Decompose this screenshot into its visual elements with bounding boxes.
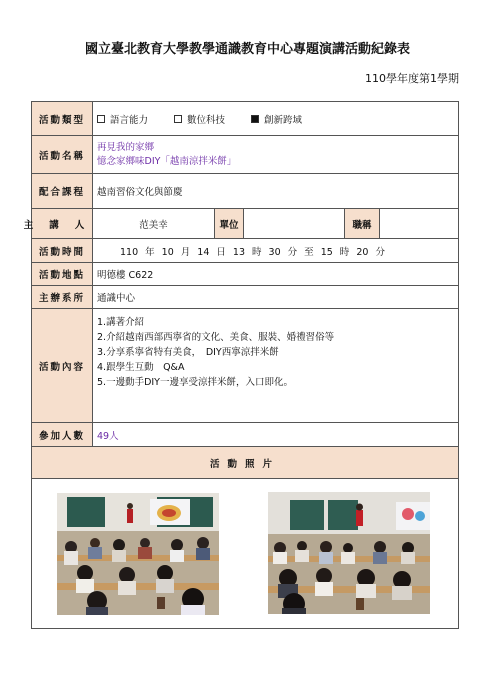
row-activity-type — [32, 102, 458, 136]
content-item: 1.講著介紹 — [97, 317, 145, 328]
row-content — [32, 309, 458, 423]
label-attendance: 參加人數 — [32, 423, 93, 446]
activity-photo-2 — [268, 492, 430, 614]
term-label: 110學年度第1學期 — [365, 72, 459, 85]
checkbox-icon[interactable] — [97, 115, 105, 123]
course-value: 越南習俗文化與節慶 — [97, 187, 183, 198]
row-course — [32, 174, 458, 209]
label-department: 主辦系所 — [32, 286, 93, 308]
label-job-title: 職稱 — [344, 209, 380, 238]
activity-name-line1: 再見我的家鄉 — [97, 141, 155, 153]
row-activity-name — [32, 136, 458, 174]
row-time — [32, 239, 458, 263]
classroom-photo-icon — [268, 492, 430, 614]
checked-box-icon[interactable] — [251, 115, 259, 123]
label-time: 活動時間 — [32, 239, 93, 262]
label-activity-name: 活動名稱 — [32, 136, 93, 173]
row-department — [32, 286, 458, 309]
activity-photo-1 — [57, 493, 219, 615]
form-title: 國立臺北教育大學教學通識教育中心專題演講活動紀錄表 — [84, 42, 410, 57]
content-list — [97, 315, 334, 390]
content-item: 4.跟學生互動 Q&A — [97, 362, 185, 373]
department-value: 通識中心 — [97, 293, 136, 304]
job-title-value — [380, 209, 458, 238]
speaker-name: 范美幸 — [139, 219, 168, 231]
record-form — [23, 101, 459, 629]
option-innovation[interactable] — [251, 112, 302, 126]
option-label: 創新跨域 — [264, 114, 303, 126]
row-location — [32, 263, 458, 286]
option-language[interactable] — [97, 112, 148, 126]
content-item: 2.介紹越南西部西寧省的文化、美食、服裝、婚禮習俗等 — [97, 332, 335, 343]
attendance-value: 49人 — [97, 430, 119, 442]
unit-value — [244, 209, 344, 238]
label-activity-type: 活動類型 — [32, 102, 93, 135]
activity-type-options — [97, 102, 328, 135]
checkbox-icon[interactable] — [174, 115, 182, 123]
option-label: 數位科技 — [187, 114, 226, 126]
row-attendance — [32, 423, 458, 447]
activity-name-value — [97, 136, 236, 173]
label-unit: 單位 — [214, 209, 244, 238]
label-speaker: 主講人 — [32, 209, 93, 238]
classroom-photo-icon — [57, 493, 219, 615]
option-digital[interactable] — [174, 112, 225, 126]
photos-header: 活動照片 — [32, 447, 458, 479]
row-speaker — [23, 209, 458, 239]
content-item: 3.分享系寧省特有美食， DIY西寧涼拌米餅 — [97, 347, 279, 358]
label-course: 配合課程 — [32, 174, 93, 208]
activity-name-line2: 憶念家鄉味DIY「越南涼拌米餅」 — [97, 155, 237, 167]
content-item: 5.一邊動手DIY一邊享受涼拌米餅，入口即化。 — [97, 377, 293, 388]
option-label: 語言能力 — [110, 114, 149, 126]
time-value: 110 年 10 月 14 日 13 時 30 分 至 15 時 20 分 — [120, 246, 385, 258]
label-location: 活動地點 — [32, 263, 93, 285]
location-value: 明德樓 C622 — [97, 270, 154, 281]
label-content: 活動內容 — [32, 309, 93, 422]
